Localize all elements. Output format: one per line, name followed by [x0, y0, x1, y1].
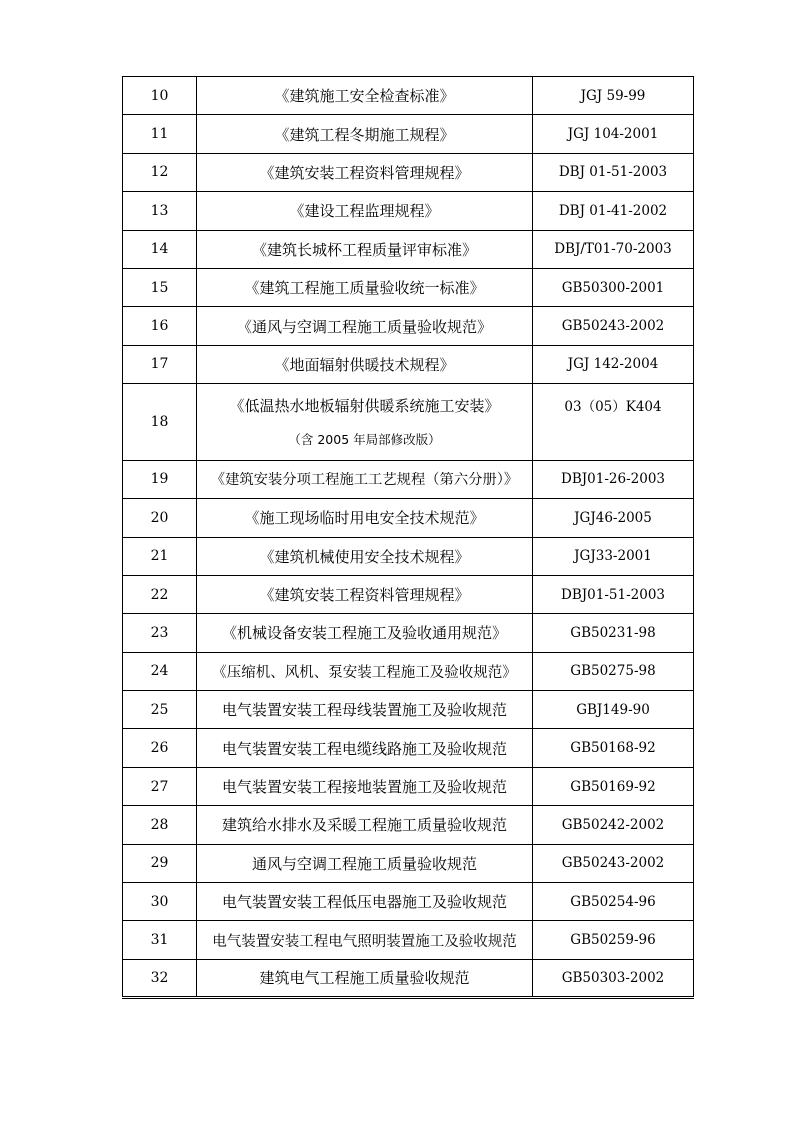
row-number: 22 [123, 575, 197, 613]
standard-code: GB50275-98 [533, 652, 694, 690]
standard-name: 《低温热水地板辐射供暖系统施工安装》 [229, 397, 500, 416]
table-row [123, 614, 694, 652]
row-number: 19 [123, 460, 197, 498]
standard-code: GB50243-2002 [533, 307, 694, 345]
standard-name: 建筑电气工程施工质量验收规范 [197, 959, 533, 997]
table-row [123, 844, 694, 882]
standard-name: 《建筑安装工程资料管理规程》 [197, 153, 533, 191]
table-row [123, 460, 694, 498]
standard-code: GB50254-96 [533, 883, 694, 921]
standard-code: DBJ01-26-2003 [533, 460, 694, 498]
standard-name: 电气装置安装工程母线装置施工及验收规范 [197, 691, 533, 729]
standard-code: JGJ33-2001 [533, 537, 694, 575]
row-number: 13 [123, 192, 197, 230]
standard-code: GB50300-2001 [533, 268, 694, 306]
row-number: 11 [123, 115, 197, 153]
standard-name: 《机械设备安装工程施工及验收通用规范》 [197, 614, 533, 652]
row-number: 30 [123, 883, 197, 921]
standard-code: JGJ 59-99 [533, 77, 694, 115]
table-row [123, 345, 694, 383]
table-row [123, 921, 694, 959]
row-number: 27 [123, 767, 197, 805]
standard-name: 电气装置安装工程低压电器施工及验收规范 [197, 883, 533, 921]
table-row [123, 115, 694, 153]
standard-name: 《建筑施工安全检查标准》 [197, 77, 533, 115]
row-number: 32 [123, 959, 197, 997]
row-number: 20 [123, 499, 197, 537]
standard-name-note: （含 2005 年局部修改版） [288, 432, 441, 448]
standard-name: 《建筑安装分项工程施工工艺规程（第六分册）》 [197, 460, 533, 498]
standard-name: 《建筑长城杯工程质量评审标准》 [197, 230, 533, 268]
standard-name-cell [197, 384, 533, 461]
standard-name: 《施工现场临时用电安全技术规范》 [197, 499, 533, 537]
table-row [123, 767, 694, 805]
table-row [123, 691, 694, 729]
standard-code: DBJ 01-41-2002 [533, 192, 694, 230]
standard-code: GB50243-2002 [533, 844, 694, 882]
row-number: 25 [123, 691, 197, 729]
standards-table-body [123, 77, 694, 998]
standard-name: 电气装置安装工程接地装置施工及验收规范 [197, 767, 533, 805]
row-number: 29 [123, 844, 197, 882]
standard-name: 《建筑安装工程资料管理规程》 [197, 575, 533, 613]
standard-code: DBJ01-51-2003 [533, 575, 694, 613]
row-number: 24 [123, 652, 197, 690]
standard-name: 《建筑工程施工质量验收统一标准》 [197, 268, 533, 306]
table-row [123, 883, 694, 921]
table-row [123, 192, 694, 230]
standard-name: 《建设工程监理规程》 [197, 192, 533, 230]
table-row [123, 499, 694, 537]
standard-code: GB50231-98 [533, 614, 694, 652]
standard-name: 《通风与空调工程施工质量验收规范》 [197, 307, 533, 345]
table-row [123, 729, 694, 767]
standard-name: 《建筑工程冬期施工规程》 [197, 115, 533, 153]
table-row [123, 268, 694, 306]
standard-code: JGJ 142-2004 [533, 345, 694, 383]
standard-code: GB50259-96 [533, 921, 694, 959]
row-number: 16 [123, 307, 197, 345]
row-number: 23 [123, 614, 197, 652]
standard-code: GB50303-2002 [533, 959, 694, 997]
standard-code: JGJ46-2005 [533, 499, 694, 537]
row-number: 26 [123, 729, 197, 767]
row-number: 21 [123, 537, 197, 575]
row-number: 31 [123, 921, 197, 959]
table-row [123, 537, 694, 575]
table-row [123, 575, 694, 613]
standard-code: GBJ149-90 [533, 691, 694, 729]
standard-name: 《建筑机械使用安全技术规程》 [197, 537, 533, 575]
standards-table [122, 76, 694, 999]
standard-code: DBJ/T01-70-2003 [533, 230, 694, 268]
row-number: 18 [123, 384, 197, 461]
standard-code: GB50242-2002 [533, 806, 694, 844]
table-row [123, 652, 694, 690]
standard-code-cell [533, 384, 694, 461]
standard-code: DBJ 01-51-2003 [533, 153, 694, 191]
row-number: 14 [123, 230, 197, 268]
standard-code: GB50168-92 [533, 729, 694, 767]
table-row [123, 806, 694, 844]
table-row [123, 153, 694, 191]
standard-name: 电气装置安装工程电气照明装置施工及验收规范 [197, 921, 533, 959]
table-row [123, 384, 694, 461]
table-row [123, 307, 694, 345]
row-number: 12 [123, 153, 197, 191]
standard-code: JGJ 104-2001 [533, 115, 694, 153]
table-row [123, 77, 694, 115]
standard-name: 建筑给水排水及采暖工程施工质量验收规范 [197, 806, 533, 844]
standard-name: 《压缩机、风机、泵安装工程施工及验收规范》 [197, 652, 533, 690]
table-row [123, 230, 694, 268]
row-number: 17 [123, 345, 197, 383]
standard-code: 03（05）K404 [564, 399, 662, 416]
row-number: 28 [123, 806, 197, 844]
row-number: 10 [123, 77, 197, 115]
row-number: 15 [123, 268, 197, 306]
standard-name: 通风与空调工程施工质量验收规范 [197, 844, 533, 882]
standard-name: 电气装置安装工程电缆线路施工及验收规范 [197, 729, 533, 767]
table-row [123, 959, 694, 997]
standard-name: 《地面辐射供暖技术规程》 [197, 345, 533, 383]
standard-code: GB50169-92 [533, 767, 694, 805]
